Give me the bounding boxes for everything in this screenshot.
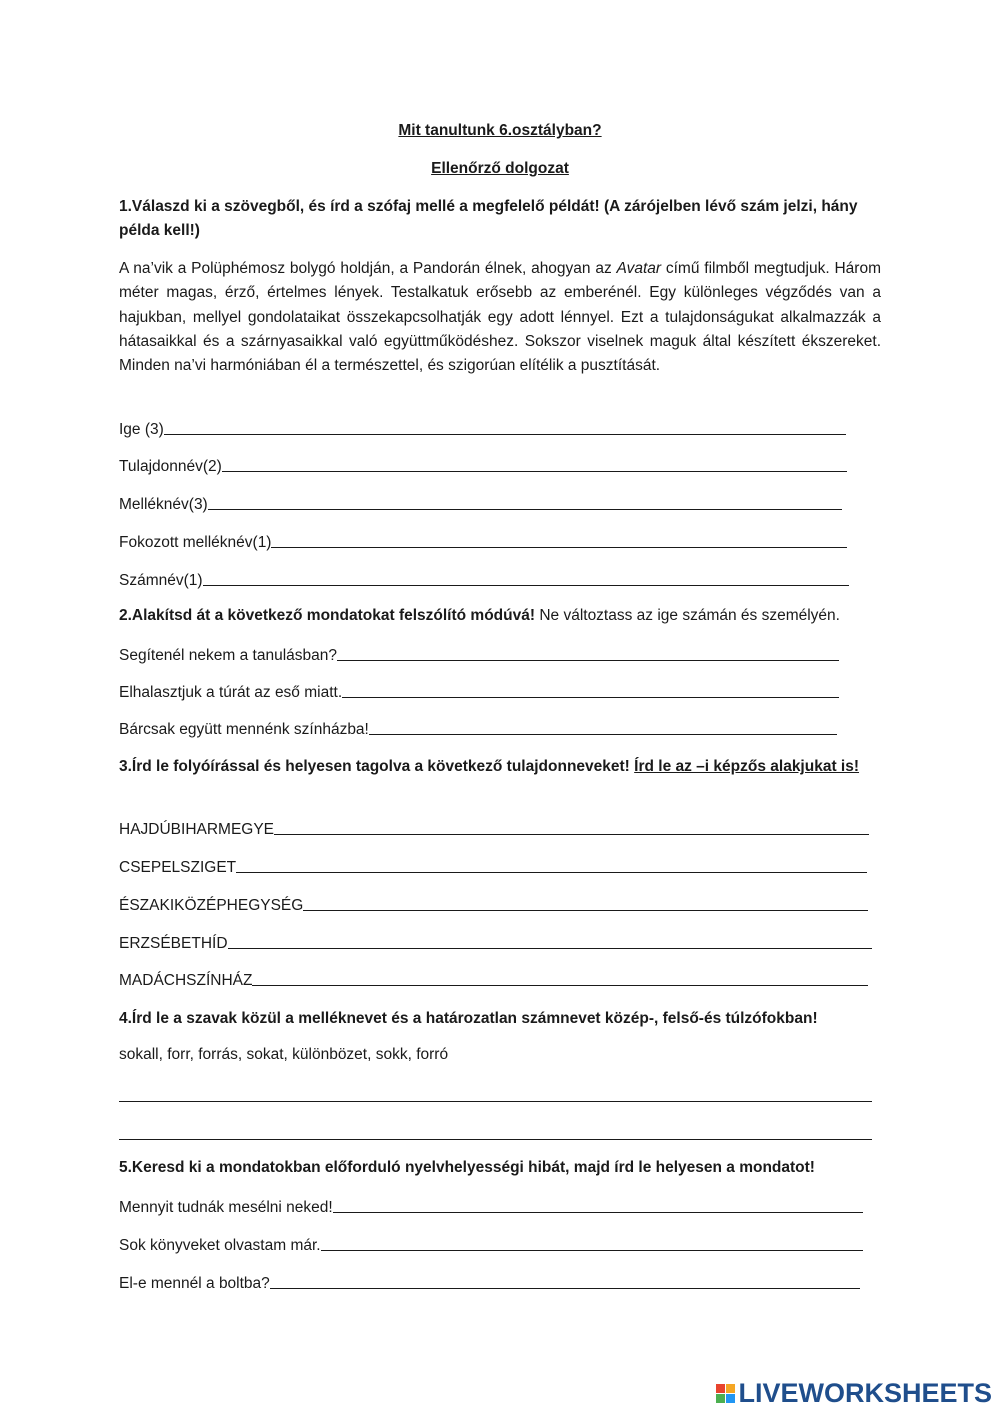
question-1-text: A na’vik a Polüphémosz bolygó holdján, a Pandorán élnek, ahogyan az Avatar című filmből megtudjuk. Három méter magas, érző, értelmes lények. Testalkatuk erősebb az emberénél. Egy különleges végződés van a hajukban, mellyel gondolataikat összekapcsolhatják egy adott lénnyel. Ezt a tulajdonságukat alkalmazzák a hátasaikkal és a szárnyasaikkal való együttműködéshez. Sokszor viselnek maguk által készített ékszereket. Minden na’vi harmóniában él a természettel, és szigorúan elítélik a pusztítását. <box>119 260 881 375</box>
question-4-heading: 4.Írd le a szavak közül a melléknevet és a határozatlan számnevet közép-, felső-és túlzófokban! <box>119 1010 818 1027</box>
answer-row-erzsebethid[interactable] <box>119 931 872 953</box>
answer-line[interactable] <box>369 734 837 735</box>
question-3-heading: 3.Írd le folyóírással és helyesen tagolva a következő tulajdonneveket! Írd le az –i képzős alakjukat is! <box>119 758 860 775</box>
liveworksheets-logo[interactable] <box>716 1378 992 1409</box>
answer-line[interactable] <box>208 509 842 510</box>
question-5-heading: 5.Keresd ki a mondatokban előforduló nyelvhelyességi hibát, majd írd le helyesen a mondatot! <box>119 1159 815 1176</box>
answer-line[interactable] <box>333 1212 863 1213</box>
logo-squares-icon <box>716 1384 735 1403</box>
logo-square <box>716 1394 725 1403</box>
logo-square <box>726 1394 735 1403</box>
answer-label: HAJDÚBIHARMEGYE <box>119 821 275 838</box>
answer-row-csepelsziget[interactable] <box>119 855 867 877</box>
page-title: Mit tanultunk 6.osztályban? <box>398 122 602 139</box>
answer-label: ÉSZAKIKÖZÉPHEGYSÉG <box>119 897 304 914</box>
answer-line[interactable] <box>252 985 868 986</box>
answer-row-ige[interactable] <box>119 417 846 439</box>
answer-line[interactable] <box>271 547 847 548</box>
answer-label: Segítenél nekem a tanulásban? <box>119 647 338 664</box>
answer-line[interactable] <box>274 834 869 835</box>
answer-label: Fokozott melléknév(1) <box>119 534 272 551</box>
answer-row-eszakikozephegyseg[interactable] <box>119 893 868 915</box>
answer-label: CSEPELSZIGET <box>119 859 237 876</box>
question-2-heading: 2.Alakítsd át a következő mondatokat felszólító módúvá! Ne változtass az ige számán és személyén. <box>119 607 840 624</box>
answer-line[interactable] <box>164 434 846 435</box>
answer-line[interactable] <box>222 471 847 472</box>
answer-row-tulajdonnev[interactable] <box>119 454 847 476</box>
answer-row-correction-1[interactable] <box>119 1195 863 1217</box>
answer-line[interactable] <box>337 660 839 661</box>
answer-line[interactable] <box>236 872 867 873</box>
answer-label: ERZSÉBETHÍD <box>119 935 228 952</box>
answer-label: Tulajdonnév(2) <box>119 458 222 475</box>
answer-label: Bárcsak együtt mennénk színházba! <box>119 721 369 738</box>
answer-label: Számnév(1) <box>119 572 203 589</box>
answer-label: Sok könyveket olvastam már. <box>119 1237 321 1254</box>
answer-label: Elhalasztjuk a túrát az eső miatt. <box>119 684 343 701</box>
answer-row-correction-3[interactable] <box>119 1271 860 1293</box>
answer-row-sentence-3[interactable] <box>119 717 837 739</box>
answer-row-correction-2[interactable] <box>119 1233 863 1255</box>
answer-label: Melléknév(3) <box>119 496 208 513</box>
question-1-heading: 1.Válaszd ki a szövegből, és írd a szófaj mellé a megfelelő példát! (A zárójelben lévő szám jelzi, hány példa kell!) <box>119 198 858 239</box>
answer-line[interactable] <box>303 910 868 911</box>
answer-row-sentence-1[interactable] <box>119 643 839 665</box>
answer-line[interactable] <box>119 1139 872 1140</box>
answer-line[interactable] <box>203 585 849 586</box>
answer-row-sentence-2[interactable] <box>119 680 839 702</box>
question-4-word-list: sokall, forr, forrás, sokat, különbözet, sokk, forró <box>119 1046 449 1063</box>
answer-label: Mennyit tudnák mesélni neked! <box>119 1199 333 1216</box>
answer-line[interactable] <box>119 1101 872 1102</box>
answer-row-hajdubiharmegye[interactable] <box>119 817 869 839</box>
answer-label: El-e mennél a boltba? <box>119 1275 270 1292</box>
logo-square <box>716 1384 725 1393</box>
logo-text: LIVEWORKSHEETS <box>738 1378 992 1408</box>
answer-row-szamnev[interactable] <box>119 568 849 590</box>
logo-square <box>726 1384 735 1393</box>
answer-row-madachszinhaz[interactable] <box>119 968 868 990</box>
answer-line[interactable] <box>342 697 839 698</box>
answer-line[interactable] <box>228 948 872 949</box>
answer-line[interactable] <box>270 1288 860 1289</box>
answer-line[interactable] <box>321 1250 863 1251</box>
answer-label: MADÁCHSZÍNHÁZ <box>119 972 253 989</box>
answer-row-melleknev[interactable] <box>119 492 842 514</box>
page-subtitle: Ellenőrző dolgozat <box>431 160 569 177</box>
answer-row-fokozott-melleknev[interactable] <box>119 530 847 552</box>
answer-label: Ige (3) <box>119 421 164 438</box>
